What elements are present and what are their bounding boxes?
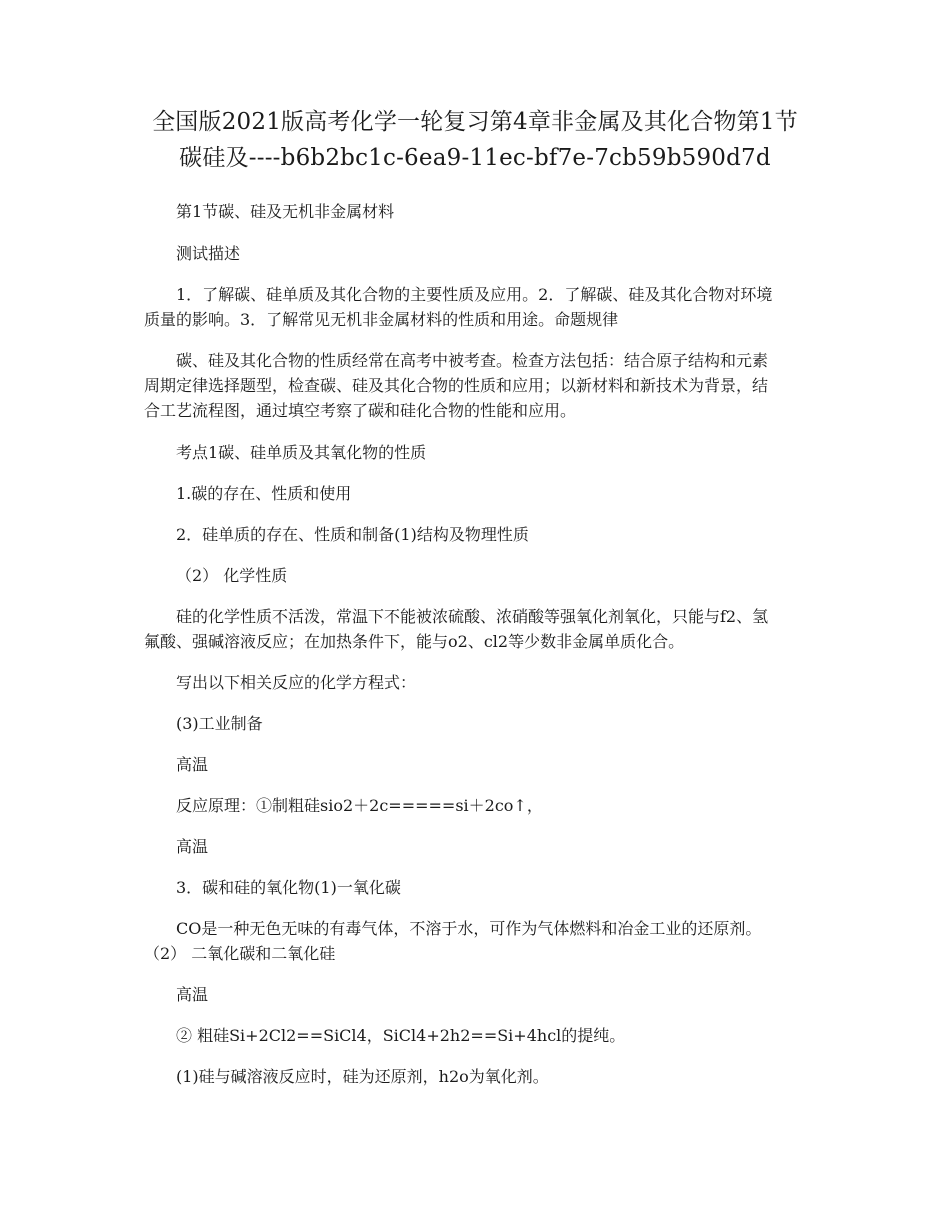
paragraph-purification: ② 粗硅Si+2Cl2==SiCl4，SiCl4+2h2==Si+4hcl的提纯。 bbox=[176, 1026, 626, 1045]
paragraph-silicon: 2．硅单质的存在、性质和制备(1)结构及物理性质 bbox=[176, 525, 529, 544]
paragraph-write-equations: 写出以下相关反应的化学方程式： bbox=[176, 673, 417, 692]
paragraph-line: CO是一种无色无味的有毒气体，不溶于水，可作为气体燃料和冶金工业的还原剂。 bbox=[176, 919, 762, 938]
paragraph-industrial-prep: (3)工业制备 bbox=[176, 714, 263, 733]
paragraph-silicon-reactivity bbox=[144, 604, 810, 654]
paragraph-line: 周期定律选择题型，检查碳、硅及其化合物的性质和应用；以新材料和新技术为背景，结 bbox=[144, 376, 769, 395]
paragraph-exam-pattern bbox=[144, 348, 810, 423]
label-high-temperature: 高温 bbox=[176, 985, 209, 1004]
label-high-temperature: 高温 bbox=[176, 837, 209, 856]
topic-heading: 考点1碳、硅单质及其氧化物的性质 bbox=[176, 443, 427, 462]
title-line-1: 全国版2021版高考化学一轮复习第4章非金属及其化合物第1节 bbox=[152, 109, 798, 135]
title-line-2: 碳硅及----b6b2bc1c-6ea9-11ec-bf7e-7cb59b590d7d bbox=[179, 145, 771, 171]
subheading-test-description: 测试描述 bbox=[176, 244, 241, 263]
paragraph-line: 氟酸、强碱溶液反应；在加热条件下，能与o2、cl2等少数非金属单质化合。 bbox=[144, 632, 685, 651]
paragraph-chemical-properties: （2） 化学性质 bbox=[176, 566, 288, 585]
section-heading: 第1节碳、硅及无机非金属材料 bbox=[176, 202, 395, 221]
paragraph-carbon: 1.碳的存在、性质和使用 bbox=[176, 484, 352, 503]
paragraph-line: （2） 二氧化碳和二氧化硅 bbox=[144, 944, 336, 963]
paragraph-oxides: 3．碳和硅的氧化物(1)一氧化碳 bbox=[176, 878, 401, 897]
label-high-temperature: 高温 bbox=[176, 755, 209, 774]
paragraph-line: 碳、硅及其化合物的性质经常在高考中被考查。检查方法包括：结合原子结构和元素 bbox=[176, 351, 769, 370]
paragraph-reaction-principle: 反应原理：①制粗硅sio2＋2c=====si＋2co↑， bbox=[176, 796, 543, 815]
paragraph-carbon-monoxide bbox=[144, 916, 810, 966]
paragraph-objectives bbox=[144, 282, 810, 332]
paragraph-line: 质量的影响。3．了解常见无机非金属材料的性质和用途。命题规律 bbox=[144, 310, 619, 329]
paragraph-silicon-alkali: (1)硅与碱溶液反应时，硅为还原剂，h2o为氧化剂。 bbox=[176, 1067, 549, 1086]
paragraph-line: 合工艺流程图，通过填空考察了碳和硅化合物的性能和应用。 bbox=[144, 401, 577, 420]
paragraph-line: 1．了解碳、硅单质及其化合物的主要性质及应用。2．了解碳、硅及其化合物对环境 bbox=[176, 285, 773, 304]
document-title bbox=[130, 104, 820, 176]
paragraph-line: 硅的化学性质不活泼，常温下不能被浓硫酸、浓硝酸等强氧化剂氧化，只能与f2、氢 bbox=[176, 607, 769, 626]
